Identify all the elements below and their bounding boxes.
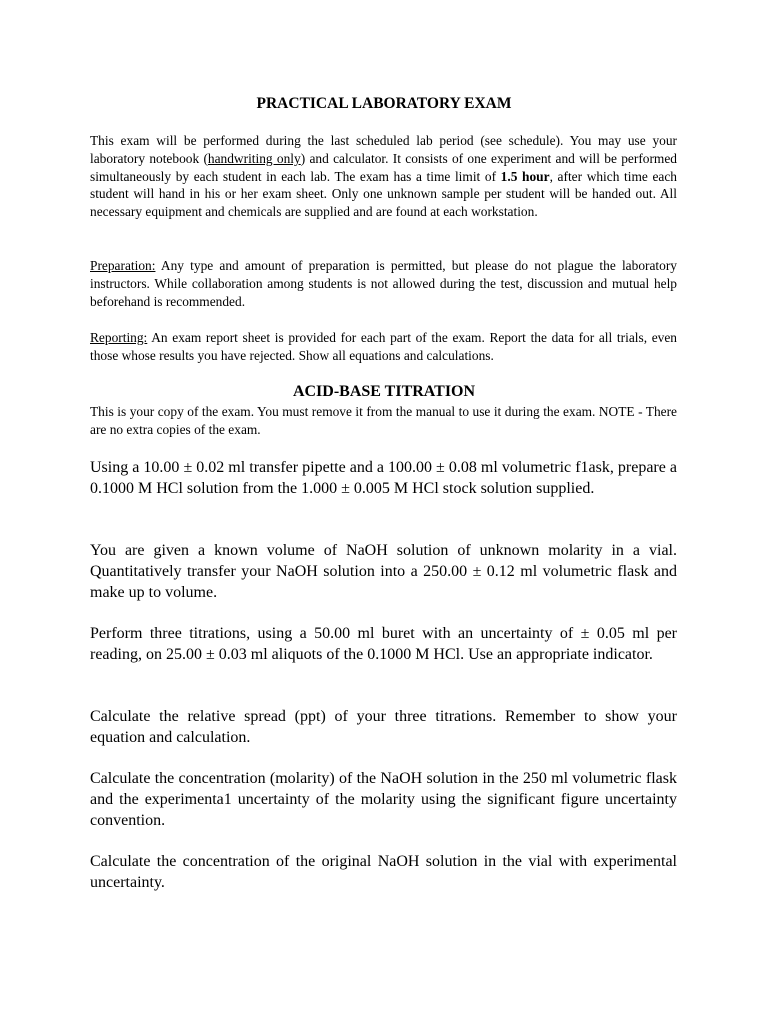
- page-title: PRACTICAL LABORATORY EXAM: [256, 95, 512, 112]
- copy-note: This is your copy of the exam. You must remove it from the manual to use it during the exam. NOTE - There are no extra copies of the exam.: [90, 404, 677, 437]
- time-limit-text: 1.5 hour: [500, 168, 550, 184]
- reporting-label: Reporting:: [90, 330, 148, 345]
- preparation-paragraph: [90, 257, 677, 310]
- intro-text-1: This exam will be performed during the last scheduled lab period (see schedule). You may use your laboratory notebook (: [90, 133, 677, 166]
- step-paragraph: Using a 10.00 ± 0.02 ml transfer pipette and a 100.00 ± 0.08 ml volumetric f1ask, prepare a 0.1000 M HCl solution from the 1.000 ± 0.005 M HCl stock solution supplied.: [90, 459, 677, 497]
- preparation-label: Preparation:: [90, 258, 156, 273]
- reporting-paragraph: [90, 329, 677, 365]
- step-paragraph: Calculate the relative spread (ppt) of your three titrations. Remember to show your equation and calculation.: [90, 708, 677, 746]
- intro-paragraph: [90, 132, 677, 221]
- step-paragraph: Perform three titrations, using a 50.00 ml buret with an uncertainty of ± 0.05 ml per reading, on 25.00 ± 0.03 ml aliquots of the 0.1000 M HCl. Use an appropriate indicator.: [90, 625, 677, 663]
- intro-underline-text: handwriting only: [207, 150, 301, 166]
- intro-text-3: , after which time each student will hand in his or her exam sheet. Only one unknown sample per student will be handed out. All necessary equipment and chemicals are supplied and are found at each workstation.: [90, 168, 677, 220]
- step-paragraph: You are given a known volume of NaOH solution of unknown molarity in a vial. Quantitatively transfer your NaOH solution into a 250.00 ± 0.12 ml volumetric flask and make up to volume.: [90, 542, 677, 601]
- intro-text-2: ) and calculator. It consists of one experiment and will be performed simultaneously by each student in each lab. The exam has a time limit of: [90, 150, 677, 184]
- preparation-text: Any type and amount of preparation is permitted, but please do not plague the laboratory instructors. While collaboration among students is not allowed during the test, discussion and mutual help beforehand is recommended.: [90, 258, 677, 309]
- reporting-text: An exam report sheet is provided for each part of the exam. Report the data for all trials, even those whose results you have rejected. Show all equations and calculations.: [90, 330, 677, 363]
- step-paragraph: Calculate the concentration (molarity) of the NaOH solution in the 250 ml volumetric flask and the experimenta1 uncertainty of the molarity using the significant figure uncertainty convention.: [90, 770, 677, 829]
- section-title: ACID-BASE TITRATION: [292, 383, 476, 400]
- step-paragraph: Calculate the concentration of the original NaOH solution in the vial with experimental uncertainty.: [90, 853, 677, 891]
